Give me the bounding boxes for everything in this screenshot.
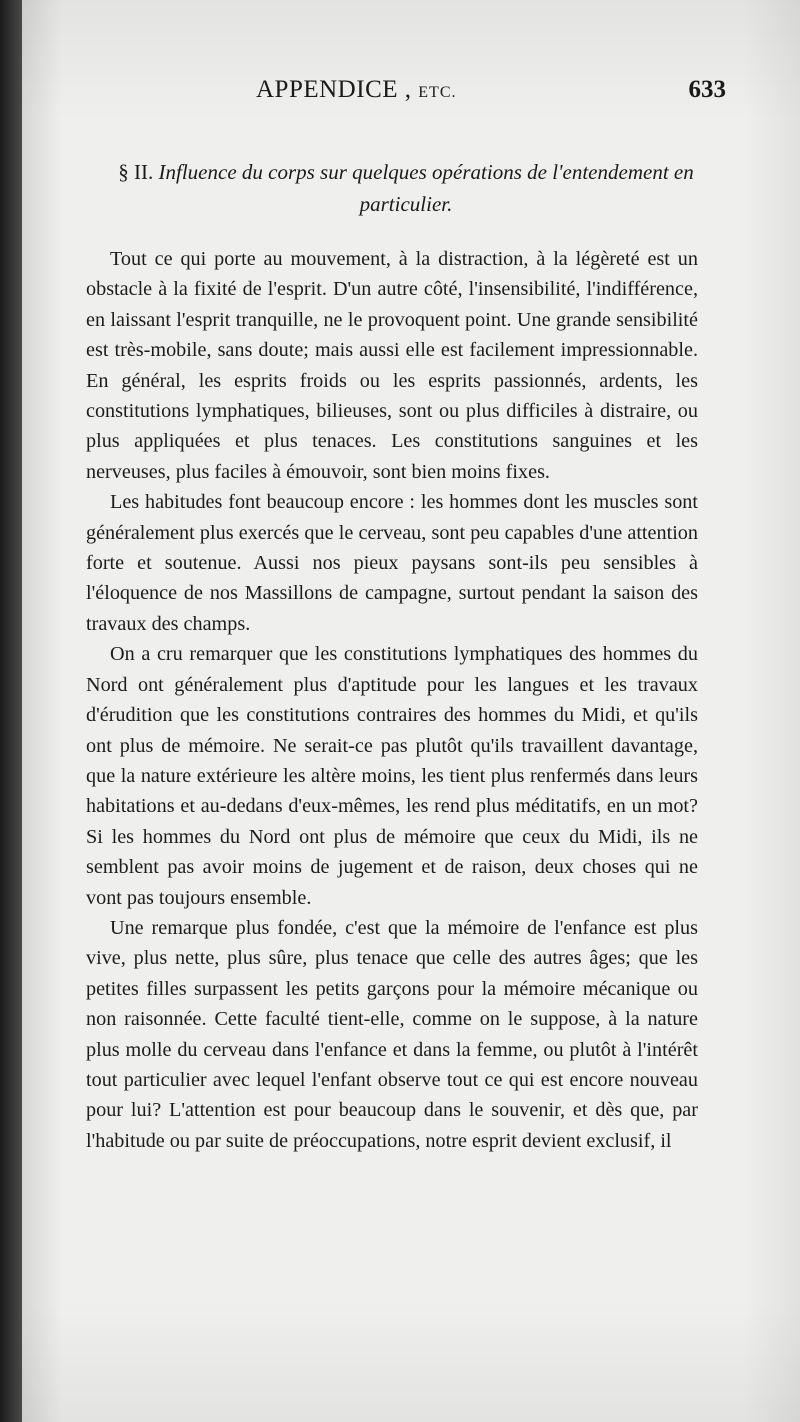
paragraph: Une remarque plus fondée, c'est que la mémoire de l'enfance est plus vive, plus nette, plus sûre, plus tenace que celle des autres âges; que les petites filles surpassent les petits garçons pour la mémoire mécanique ou non raisonnée. Cette faculté tient-elle, comme on le suppose, à la nature plus molle du cerveau dans l'enfance et dans la femme, ou plutôt à l'intérêt tout particulier avec lequel l'enfant observe tout ce qui est encore nouveau pour lui? L'attention est pour beaucoup dans le souvenir, et dès que, par l'habitude ou par suite de préoccupations, notre esprit devient exclusif, il [86,916,698,1152]
paragraph: On a cru remarquer que les constitutions lymphatiques des hommes du Nord ont généralement plus d'aptitude pour les langues et les travaux d'érudition que les constitutions contraires des hommes du Midi, et qu'ils ont plus de mémoire. Ne serait-ce pas plutôt qu'ils travaillent davantage, que la nature extérieure les altère moins, les tient plus renfermés dans leurs habitations et au-dedans d'eux-mêmes, les rend plus méditatifs, en un mot? Si les hommes du Nord ont plus de mémoire que ceux du Midi, ils ne semblent pas avoir moins de jugement et de raison, deux choses qui ne vont pas toujours ensemble. [86,643,698,909]
section-number: § II. [118,160,154,184]
paragraph: Tout ce qui porte au mouvement, à la distraction, à la légèreté est un obstacle à la fixité de l'esprit. D'un autre côté, l'insensibilité, l'indifférence, en laissant l'esprit tranquille, ne le provoquent point. Une grande sensibilité est très-mobile, sans doute; mais aussi elle est facilement impressionnable. En général, les esprits froids ou les esprits passionnés, ardents, les constitutions lymphatiques, bilieuses, sont ou plus difficiles à distraire, ou plus appliquées et plus tenaces. Les constitutions sanguines et les nerveuses, plus faciles à émouvoir, sont bien moins fixes. [86,248,698,483]
scan-edge [0,0,22,1422]
page-number: 633 [688,76,726,103]
body-text [86,244,698,1156]
running-title-text: APPENDICE , [256,76,412,103]
page-header [256,76,726,110]
running-title-etc: ETC. [418,84,457,101]
section-heading [86,156,726,220]
running-title [256,76,456,104]
section-title: Influence du corps sur quelques opérations de l'entendement en particulier. [158,160,694,216]
paragraph: Les habitudes font beaucoup encore : les hommes dont les muscles sont généralement plus exercés que le cerveau, sont peu capables d'une attention forte et soutenue. Aussi nos pieux paysans sont-ils peu sensibles à l'éloquence de nos Massillons de campagne, surtout pendant la saison des travaux des champs. [86,491,698,635]
